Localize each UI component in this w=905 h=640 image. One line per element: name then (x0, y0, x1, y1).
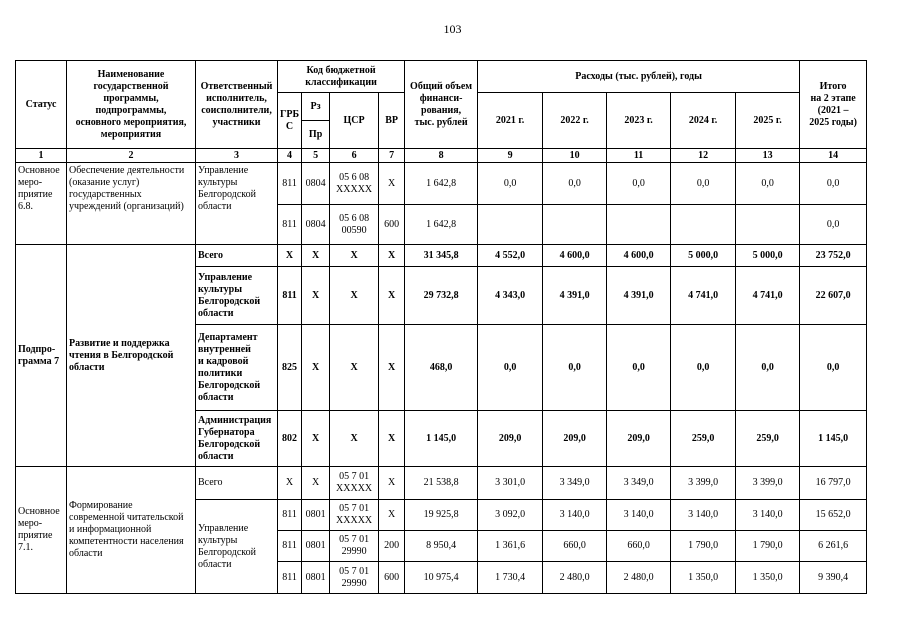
year-cell: 0,0 (671, 325, 736, 411)
year-cell: 3 301,0 (478, 467, 543, 500)
year-cell: 660,0 (607, 531, 671, 562)
year-cell: 3 140,0 (671, 500, 736, 531)
csr-cell: 05 7 01 XXXXX (330, 467, 379, 500)
year-cell: 0,0 (671, 163, 736, 205)
year-cell: 3 140,0 (607, 500, 671, 531)
vr-cell: X (379, 411, 405, 467)
year-cell: 1 790,0 (736, 531, 800, 562)
header-year: 2023 г. (607, 93, 671, 149)
year-cell (478, 205, 543, 245)
header-year: 2022 г. (543, 93, 607, 149)
total-cell: 10 975,4 (405, 562, 478, 594)
header-pr: Пр (302, 121, 330, 149)
rz-cell: X (302, 245, 330, 267)
itogo-cell: 0,0 (800, 325, 867, 411)
budget-table (15, 60, 867, 594)
csr-cell: 05 7 01 29990 (330, 531, 379, 562)
vr-cell: 600 (379, 562, 405, 594)
header-status: Статус (16, 61, 67, 149)
column-number: 2 (67, 149, 196, 163)
status-cell: Основное меро- приятие 7.1. (16, 467, 67, 594)
year-cell (543, 205, 607, 245)
year-cell: 5 000,0 (736, 245, 800, 267)
vr-cell: 600 (379, 205, 405, 245)
year-cell: 0,0 (607, 325, 671, 411)
rz-cell: 0801 (302, 562, 330, 594)
header-executor: Ответственный исполнитель, соисполнители, участники (196, 61, 278, 149)
year-cell: 0,0 (478, 163, 543, 205)
itogo-cell: 23 752,0 (800, 245, 867, 267)
rz-cell: X (302, 267, 330, 325)
column-number: 6 (330, 149, 379, 163)
year-cell: 4 391,0 (607, 267, 671, 325)
itogo-cell: 1 145,0 (800, 411, 867, 467)
year-cell: 3 399,0 (736, 467, 800, 500)
csr-cell: 05 6 08 00590 (330, 205, 379, 245)
year-cell: 3 092,0 (478, 500, 543, 531)
grbs-cell: 825 (278, 325, 302, 411)
total-cell: 31 345,8 (405, 245, 478, 267)
column-number: 14 (800, 149, 867, 163)
itogo-cell: 9 390,4 (800, 562, 867, 594)
page-number: 103 (443, 22, 462, 36)
year-cell: 4 600,0 (543, 245, 607, 267)
total-cell: 1 642,8 (405, 205, 478, 245)
grbs-cell: 811 (278, 562, 302, 594)
grbs-cell: 811 (278, 163, 302, 205)
column-number: 3 (196, 149, 278, 163)
executor-cell: Управление культуры Белгородской области (196, 500, 278, 594)
vr-cell: X (379, 500, 405, 531)
rz-cell: X (302, 325, 330, 411)
rz-cell: 0804 (302, 205, 330, 245)
total-cell: 1 642,8 (405, 163, 478, 205)
year-cell (736, 205, 800, 245)
header-vr: ВР (379, 93, 405, 149)
header-rz: Рз (302, 93, 330, 121)
csr-cell: 05 7 01 29990 (330, 562, 379, 594)
name-cell: Формирование современной читательской и информационной компетентности населения области (67, 467, 196, 594)
grbs-cell: 802 (278, 411, 302, 467)
rz-cell: 0801 (302, 531, 330, 562)
header-year: 2021 г. (478, 93, 543, 149)
name-cell: Развитие и поддержка чтения в Белгородской области (67, 245, 196, 467)
total-cell: 29 732,8 (405, 267, 478, 325)
itogo-cell: 16 797,0 (800, 467, 867, 500)
header-grbs: ГРБ С (278, 93, 302, 149)
csr-cell: X (330, 411, 379, 467)
executor-cell: Всего (196, 245, 278, 267)
rz-cell: X (302, 467, 330, 500)
grbs-cell: 811 (278, 267, 302, 325)
column-number: 12 (671, 149, 736, 163)
vr-cell: X (379, 245, 405, 267)
table-row (16, 245, 867, 267)
year-cell: 3 349,0 (607, 467, 671, 500)
grbs-cell: 811 (278, 500, 302, 531)
grbs-cell: 811 (278, 205, 302, 245)
year-cell: 3 140,0 (543, 500, 607, 531)
year-cell: 4 343,0 (478, 267, 543, 325)
year-cell: 209,0 (478, 411, 543, 467)
year-cell: 1 790,0 (671, 531, 736, 562)
executor-cell: Администрация Губернатора Белгородской области (196, 411, 278, 467)
csr-cell: X (330, 325, 379, 411)
year-cell: 4 741,0 (671, 267, 736, 325)
header-name: Наименование государственной программы, подпрограммы, основного мероприятия, мероприятия (67, 61, 196, 149)
year-cell: 1 350,0 (736, 562, 800, 594)
header-csr: ЦСР (330, 93, 379, 149)
executor-cell: Всего (196, 467, 278, 500)
name-cell: Обеспечение деятельности (оказание услуг) государственных учреждений (организаций) (67, 163, 196, 245)
status-cell: Основное меро- приятие 6.8. (16, 163, 67, 245)
column-number: 9 (478, 149, 543, 163)
itogo-cell: 15 652,0 (800, 500, 867, 531)
year-cell: 660,0 (543, 531, 607, 562)
header-budget-code: Код бюджетной классификации (278, 61, 405, 93)
column-number: 8 (405, 149, 478, 163)
column-number: 5 (302, 149, 330, 163)
year-cell: 3 140,0 (736, 500, 800, 531)
vr-cell: X (379, 325, 405, 411)
grbs-cell: X (278, 245, 302, 267)
year-cell: 209,0 (543, 411, 607, 467)
header-total: Общий объем финанси- рования, тыс. рублей (405, 61, 478, 149)
csr-cell: X (330, 245, 379, 267)
year-cell: 0,0 (607, 163, 671, 205)
header-itogo: Итого на 2 этапе (2021 – 2025 годы) (800, 61, 867, 149)
itogo-cell: 6 261,6 (800, 531, 867, 562)
vr-cell: X (379, 467, 405, 500)
column-number: 11 (607, 149, 671, 163)
year-cell: 209,0 (607, 411, 671, 467)
executor-cell: Департамент внутренней и кадровой политики Белгородской области (196, 325, 278, 411)
year-cell: 3 349,0 (543, 467, 607, 500)
rz-cell: X (302, 411, 330, 467)
year-cell: 4 600,0 (607, 245, 671, 267)
total-cell: 19 925,8 (405, 500, 478, 531)
year-cell: 4 741,0 (736, 267, 800, 325)
header-year: 2025 г. (736, 93, 800, 149)
column-number: 10 (543, 149, 607, 163)
csr-cell: 05 7 01 XXXXX (330, 500, 379, 531)
vr-cell: X (379, 163, 405, 205)
csr-cell: 05 6 08 XXXXX (330, 163, 379, 205)
year-cell (671, 205, 736, 245)
year-cell: 0,0 (543, 325, 607, 411)
year-cell: 1 361,6 (478, 531, 543, 562)
grbs-cell: X (278, 467, 302, 500)
vr-cell: 200 (379, 531, 405, 562)
header-year: 2024 г. (671, 93, 736, 149)
year-cell: 0,0 (543, 163, 607, 205)
csr-cell: X (330, 267, 379, 325)
year-cell: 5 000,0 (671, 245, 736, 267)
header-expenses: Расходы (тыс. рублей), годы (478, 61, 800, 93)
year-cell: 4 391,0 (543, 267, 607, 325)
rz-cell: 0801 (302, 500, 330, 531)
column-number: 4 (278, 149, 302, 163)
column-number: 13 (736, 149, 800, 163)
total-cell: 1 145,0 (405, 411, 478, 467)
executor-cell: Управление культуры Белгородской области (196, 267, 278, 325)
total-cell: 8 950,4 (405, 531, 478, 562)
total-cell: 468,0 (405, 325, 478, 411)
year-cell: 259,0 (736, 411, 800, 467)
rz-cell: 0804 (302, 163, 330, 205)
grbs-cell: 811 (278, 531, 302, 562)
year-cell: 2 480,0 (607, 562, 671, 594)
year-cell (607, 205, 671, 245)
year-cell: 0,0 (736, 163, 800, 205)
year-cell: 4 552,0 (478, 245, 543, 267)
executor-cell: Управление культуры Белгородской области (196, 163, 278, 245)
total-cell: 21 538,8 (405, 467, 478, 500)
column-number: 1 (16, 149, 67, 163)
year-cell: 0,0 (736, 325, 800, 411)
itogo-cell: 22 607,0 (800, 267, 867, 325)
year-cell: 1 730,4 (478, 562, 543, 594)
column-number: 7 (379, 149, 405, 163)
table-row (16, 467, 867, 500)
year-cell: 2 480,0 (543, 562, 607, 594)
vr-cell: X (379, 267, 405, 325)
itogo-cell: 0,0 (800, 205, 867, 245)
year-cell: 259,0 (671, 411, 736, 467)
year-cell: 1 350,0 (671, 562, 736, 594)
status-cell: Подпро- грамма 7 (16, 245, 67, 467)
table-row (16, 163, 867, 205)
itogo-cell: 0,0 (800, 163, 867, 205)
year-cell: 3 399,0 (671, 467, 736, 500)
year-cell: 0,0 (478, 325, 543, 411)
